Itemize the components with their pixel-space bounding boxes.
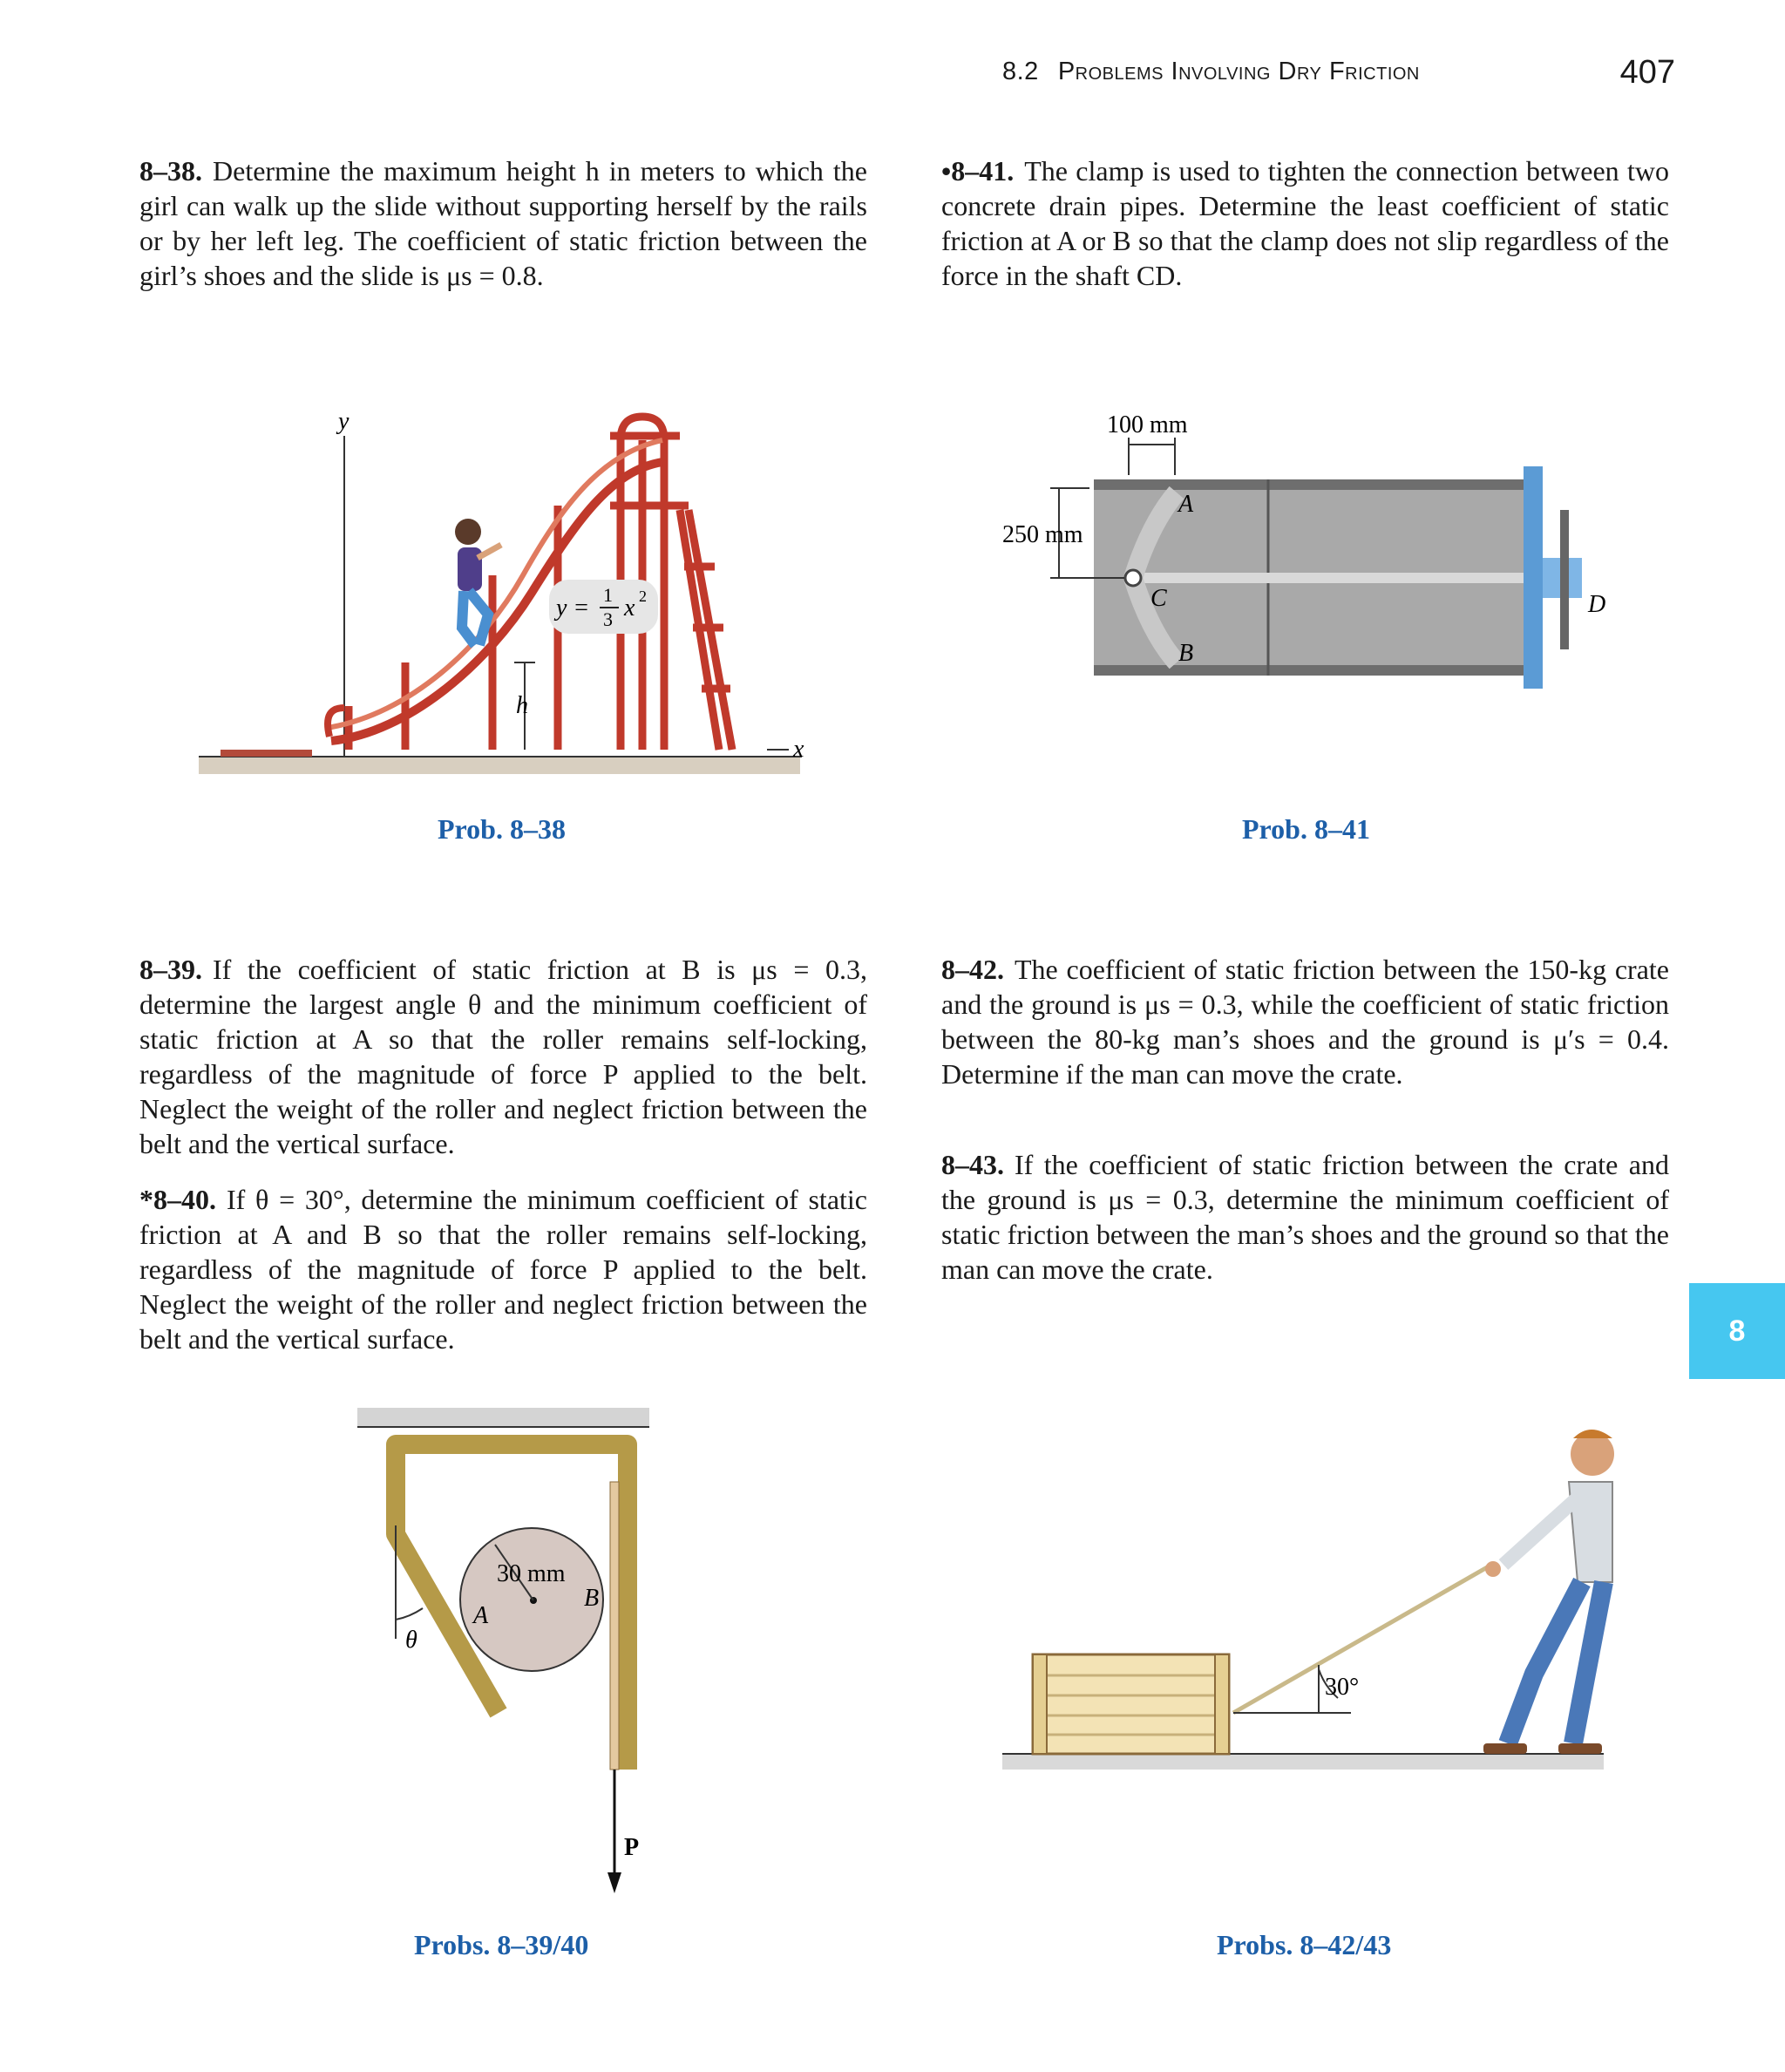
problem-text: The coefficient of static friction between the 150-kg crate and the ground is μs = 0.3, while the coefficient of static friction between the 80-kg man’s shoes and the ground is μ′s = 0.4. Determine if the man can move the crate. bbox=[941, 954, 1669, 1090]
problem-text: If the coefficient of static friction at B is μs = 0.3, determine the largest angle θ and the minimum coefficient of static friction at A so that the roller remains self-locking, regardless of the magnitude of force P applied to the belt. Neglect the weight of the roller and neglect friction between the belt and the vertical surface. bbox=[139, 954, 867, 1159]
problem-text: The clamp is used to tighten the connection between two concrete drain pipes. Determine the least coefficient of static friction at A or B so that the clamp does not slip regardless of the force in the shaft CD. bbox=[941, 155, 1669, 291]
equation-lhs: y = bbox=[556, 594, 590, 622]
theta-label: θ bbox=[405, 1627, 417, 1654]
problem-number: 8–39. bbox=[139, 954, 202, 985]
problem-text: If θ = 30°, determine the minimum coefficient of static friction at A and B so that the roller remains self-locking, regardless of the magnitude of force P applied to the belt. Neglect the weight of the roller and neglect friction between the belt and the vertical surface. bbox=[139, 1184, 867, 1355]
figure-caption-8-42: Probs. 8–42/43 bbox=[1217, 1929, 1392, 1960]
label-b: B bbox=[1178, 640, 1194, 667]
problem-number: 8–38. bbox=[139, 155, 202, 187]
problem-text: Determine the maximum height h in meters to which the girl can walk up the slide without supporting herself by the rails or by her left leg. The coefficient of static friction between the girl’s shoes and the slide is μs = 0.8. bbox=[139, 155, 867, 291]
figure-caption-8-38: Prob. 8–38 bbox=[438, 813, 566, 845]
problem-number: •8–41. bbox=[941, 155, 1015, 187]
rope bbox=[1233, 1566, 1489, 1713]
crate bbox=[1033, 1654, 1229, 1754]
dimension-250mm-label: 250 mm bbox=[1002, 521, 1083, 548]
y-axis-label: y bbox=[338, 408, 350, 435]
equation-frac-num: 1 bbox=[603, 584, 613, 606]
chapter-tab[interactable]: 8 bbox=[1689, 1283, 1785, 1379]
problem-number: *8–40. bbox=[139, 1184, 216, 1215]
equation-var: x bbox=[624, 594, 635, 622]
figure-caption-8-39: Probs. 8–39/40 bbox=[414, 1929, 589, 1960]
problem-text: If the coefficient of static friction between the crate and the ground is μs = 0.3, determine the minimum coefficient of static friction between the man’s shoes and the ground so that the man can move the crate. bbox=[941, 1149, 1669, 1285]
label-b: B bbox=[584, 1585, 600, 1612]
man-figure bbox=[1483, 1430, 1614, 1754]
section-number: 8.2 bbox=[1002, 58, 1039, 85]
problem-number: 8–43. bbox=[941, 1149, 1004, 1180]
figure-caption-8-41: Prob. 8–41 bbox=[1242, 813, 1370, 845]
dimension-100mm-label: 100 mm bbox=[1107, 411, 1188, 438]
height-label: h bbox=[516, 692, 528, 719]
equation-exp: 2 bbox=[639, 588, 647, 605]
label-d: D bbox=[1588, 591, 1606, 618]
radius-label: 30 mm bbox=[497, 1560, 566, 1587]
equation-frac-den: 3 bbox=[603, 608, 613, 630]
label-c: C bbox=[1150, 585, 1167, 612]
ground bbox=[1002, 1754, 1604, 1770]
section-title: Problems Involving Dry Friction bbox=[1057, 58, 1420, 85]
page-number: 407 bbox=[1619, 54, 1675, 91]
label-a: A bbox=[473, 1602, 489, 1629]
force-p-label: P bbox=[624, 1834, 640, 1861]
problem-number: 8–42. bbox=[941, 954, 1004, 985]
angle-label: 30° bbox=[1325, 1674, 1360, 1701]
label-a: A bbox=[1178, 491, 1194, 518]
x-axis-label: x bbox=[793, 736, 804, 763]
